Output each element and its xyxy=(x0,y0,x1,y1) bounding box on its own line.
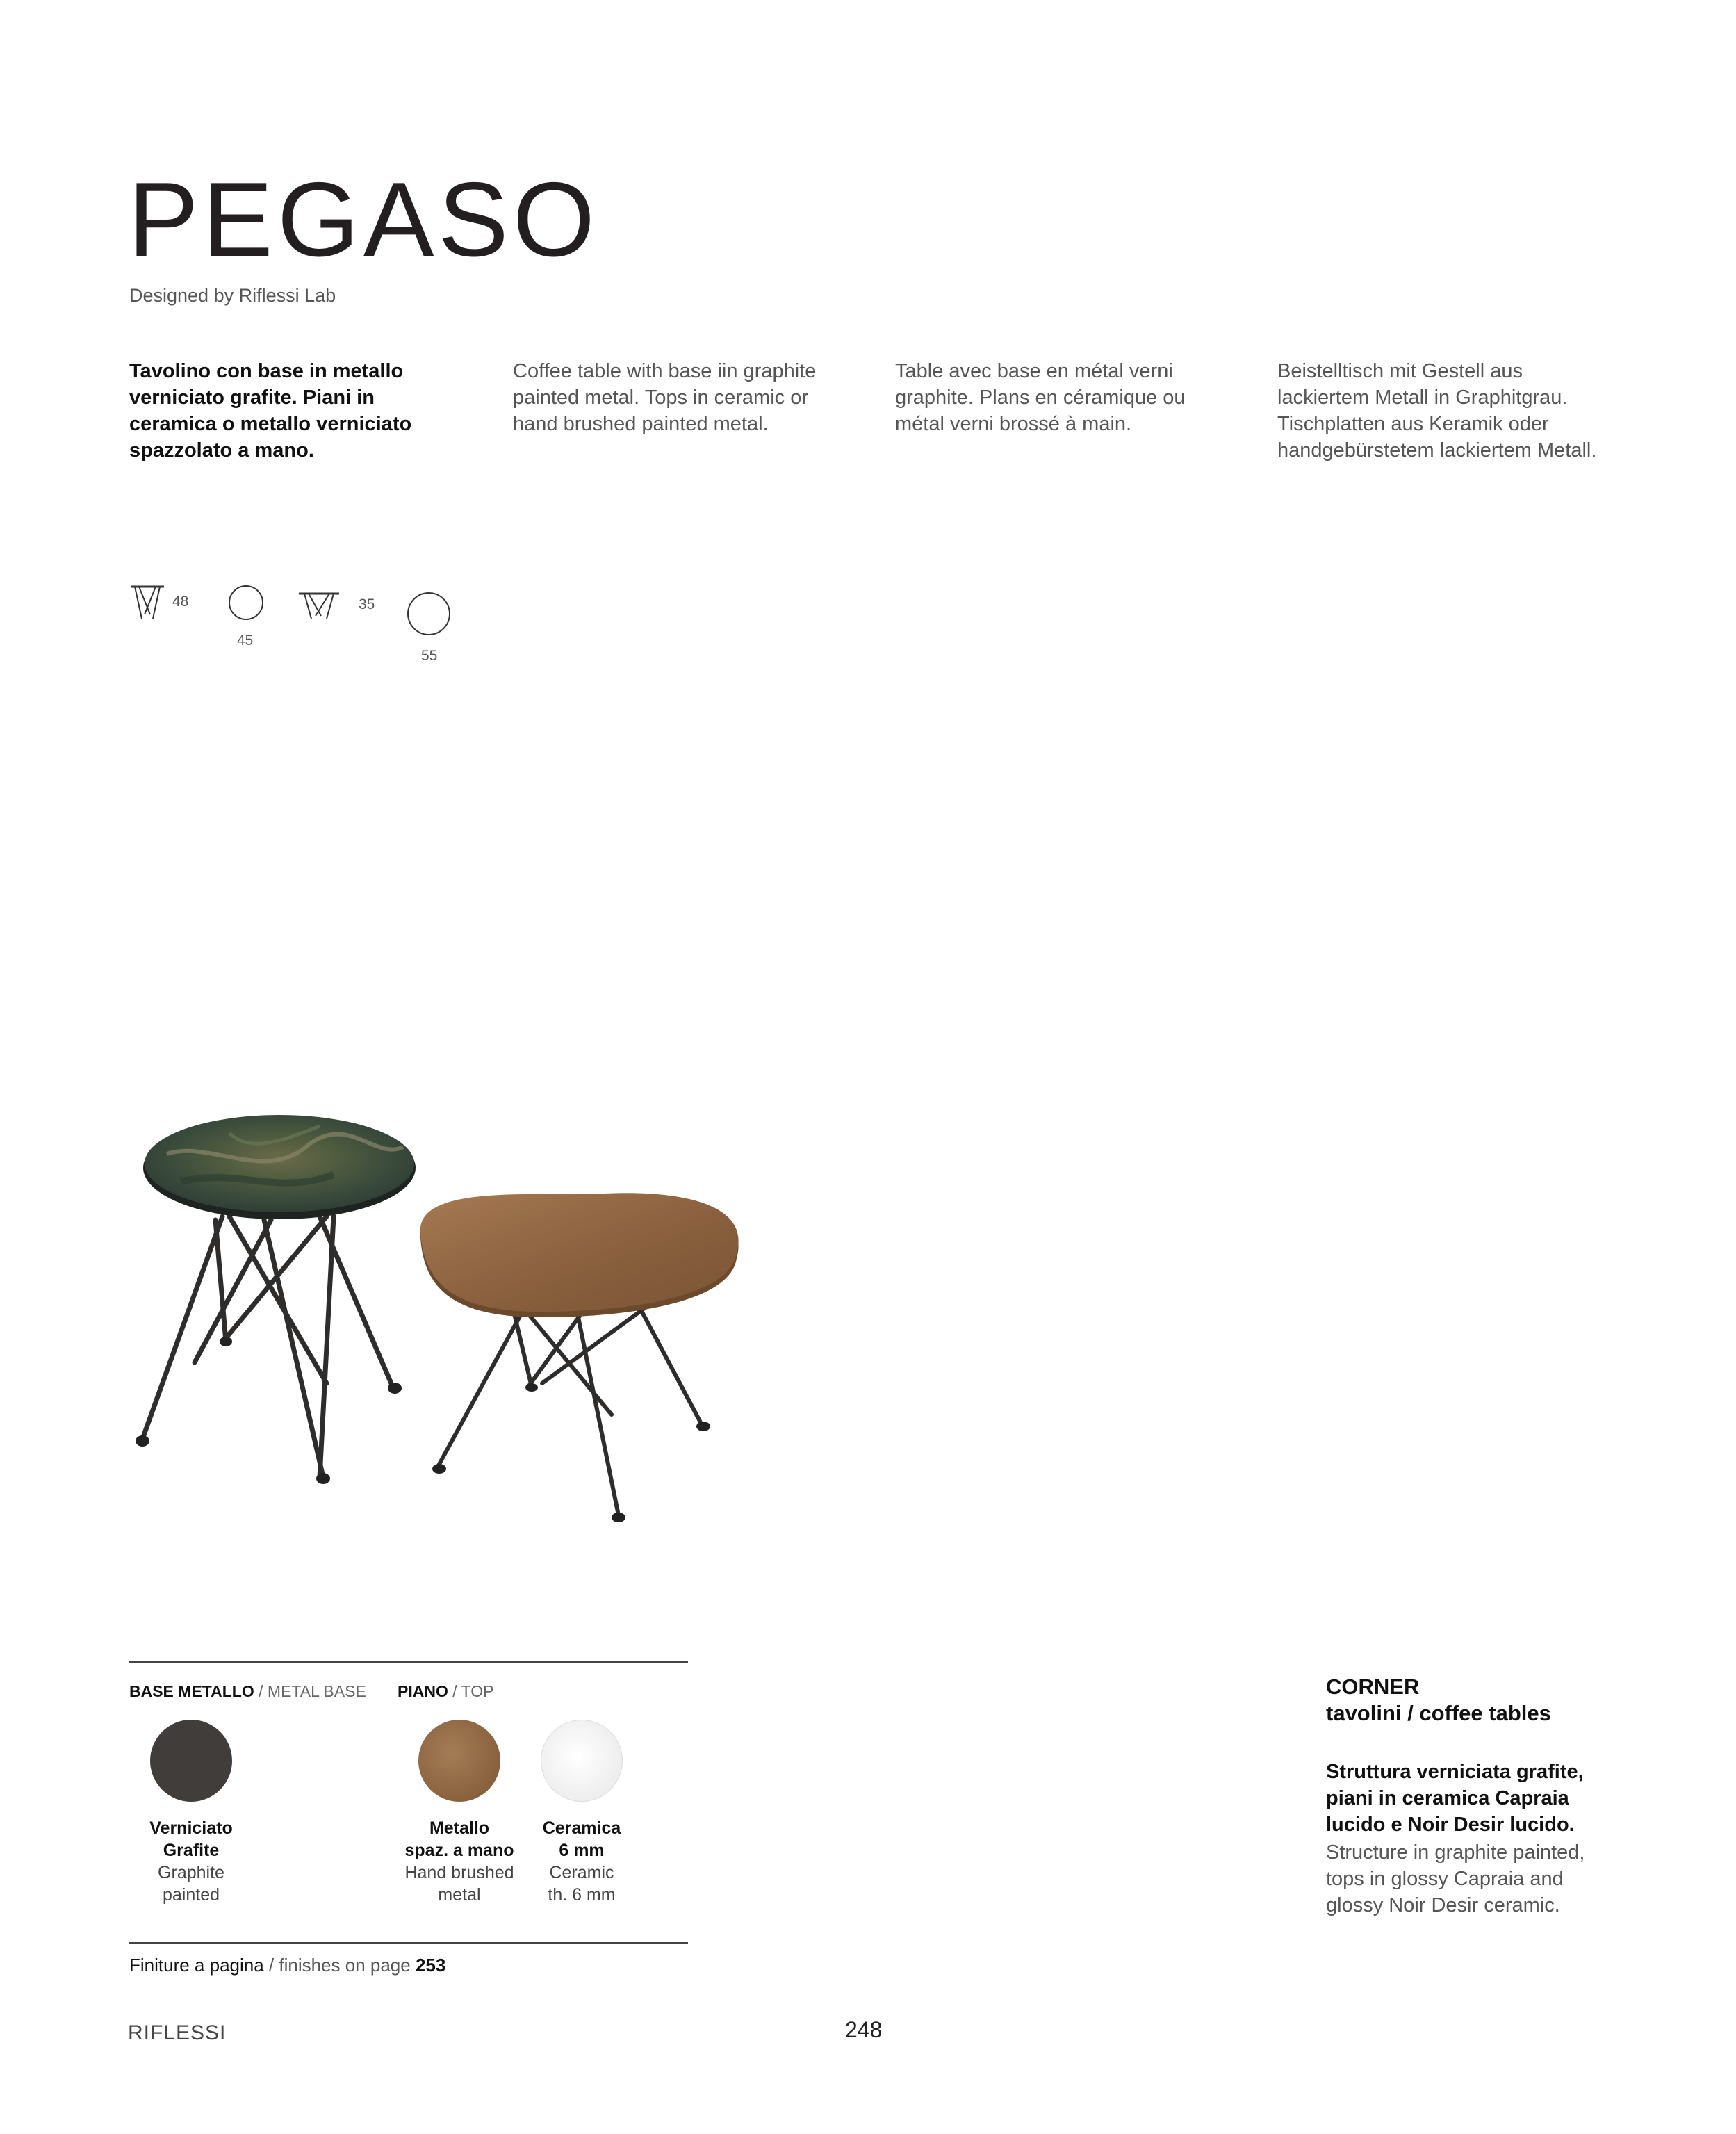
page-title: PEGASO xyxy=(128,161,599,279)
tall-diameter-value: 45 xyxy=(237,633,254,649)
low-top-diameter-icon xyxy=(406,591,452,637)
low-diameter-value: 55 xyxy=(421,648,438,664)
product-photo xyxy=(125,1098,778,1585)
tall-table-height-icon xyxy=(129,583,165,621)
tall-height-value: 48 xyxy=(172,594,189,610)
low-table-illustration xyxy=(420,1193,739,1522)
finishes-top-rule xyxy=(129,1661,688,1663)
finish-label-graphite: Verniciato Grafite Graphite painted xyxy=(149,1818,233,1905)
description-german: Beistelltisch mit Gestell aus lackiertem Metall in Graphitgrau. Tischplatten aus Keramik oder handgebürstetem lackiertem Metall. xyxy=(1277,360,1597,462)
tall-top-diameter-icon xyxy=(227,584,265,621)
finish-label-ceramic: Ceramica 6 mm Ceramic th. 6 mm xyxy=(542,1818,621,1905)
footer-brand: RIFLESSI xyxy=(128,2021,227,2044)
base-heading: BASE METALLO / METAL BASE xyxy=(129,1682,366,1700)
corner-description-italian: Struttura verniciata grafite, piani in ceramica Capraia lucido e Noir Desir lucido. xyxy=(1326,1761,1584,1836)
low-table-height-icon xyxy=(297,591,341,621)
tall-table-illustration xyxy=(136,1115,416,1484)
description-italian: Tavolino con base in metallo verniciato grafite. Piani in ceramica o metallo verniciato spazzolato a mano. xyxy=(129,360,412,462)
low-height-value: 35 xyxy=(359,596,375,612)
swatch-ceramic xyxy=(541,1720,623,1802)
page-number: 248 xyxy=(845,2017,883,2042)
description-english: Coffee table with base iin graphite painted metal. Tops in ceramic or hand brushed painted metal. xyxy=(513,360,817,435)
corner-caption: CORNER tavolini / coffee tables xyxy=(1326,1675,1551,1725)
designer-credit: Designed by Riflessi Lab xyxy=(129,285,336,306)
swatch-graphite xyxy=(150,1720,232,1802)
finishes-bottom-rule xyxy=(129,1942,688,1944)
finishes-footnote: Finiture a pagina / finishes on page 253 xyxy=(129,1955,446,1976)
finish-label-brushed-metal: Metallo spaz. a mano Hand brushed metal xyxy=(404,1818,514,1905)
description-french: Table avec base en métal verni graphite. Plans en céramique ou métal verni brossé à main. xyxy=(895,360,1186,435)
top-heading: PIANO / TOP xyxy=(398,1682,494,1700)
corner-description-english: Structure in graphite painted, tops in glossy Capraia and glossy Noir Desir ceramic. xyxy=(1326,1841,1585,1916)
swatch-brushed-metal xyxy=(418,1720,500,1802)
